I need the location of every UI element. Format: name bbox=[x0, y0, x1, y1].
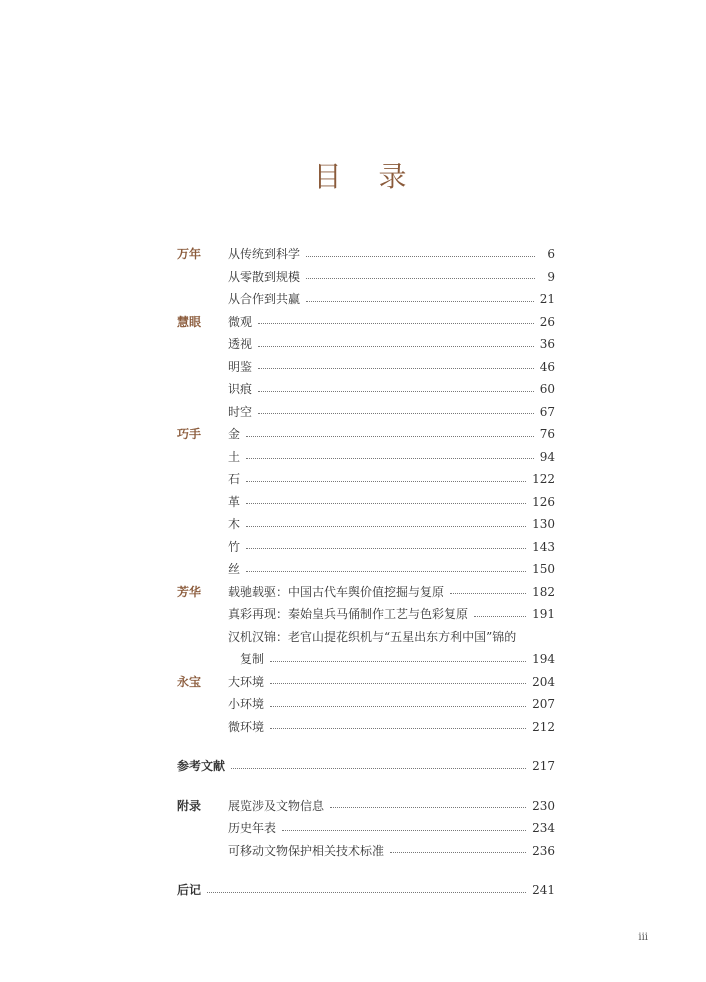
dot-leader bbox=[246, 571, 526, 572]
dot-leader bbox=[258, 413, 534, 414]
dot-leader bbox=[270, 683, 526, 684]
page-number: 207 bbox=[532, 697, 555, 711]
dot-leader bbox=[474, 616, 526, 617]
toc-row[interactable] bbox=[177, 311, 555, 334]
dot-leader bbox=[246, 548, 526, 549]
page-number: 6 bbox=[547, 247, 555, 261]
dot-leader bbox=[246, 526, 526, 527]
dot-leader bbox=[246, 503, 526, 504]
page-number: 126 bbox=[532, 494, 555, 509]
entry-title: 微环境 bbox=[228, 719, 265, 734]
entry-title: 展览涉及文物信息 bbox=[228, 798, 325, 813]
page-number: 234 bbox=[532, 821, 555, 835]
afterword-label: 后记 bbox=[177, 883, 202, 897]
page-number: 130 bbox=[532, 517, 555, 531]
entry-title: 从零散到规模 bbox=[228, 269, 301, 284]
page-number: 9 bbox=[547, 269, 555, 284]
toc-row[interactable] bbox=[177, 671, 555, 694]
dot-leader bbox=[390, 852, 526, 853]
entry-title: 丝 bbox=[228, 562, 241, 576]
section-label: 永宝 bbox=[177, 674, 202, 689]
entry-title: 石 bbox=[228, 472, 241, 486]
dot-leader bbox=[306, 278, 535, 279]
entry-title: 时空 bbox=[228, 404, 253, 419]
toc-row[interactable] bbox=[177, 513, 555, 536]
toc-row[interactable] bbox=[177, 356, 555, 379]
entry-title: 透视 bbox=[228, 337, 253, 351]
dot-leader bbox=[258, 391, 534, 392]
entry-title: 可移动文物保护相关技术标准 bbox=[228, 843, 385, 858]
entry-title: 大环境 bbox=[228, 674, 265, 689]
entry-title: 木 bbox=[228, 517, 241, 531]
page-number: 143 bbox=[532, 539, 555, 554]
page-number: 217 bbox=[532, 759, 555, 773]
toc-row[interactable] bbox=[177, 581, 555, 604]
toc-row[interactable] bbox=[177, 446, 555, 469]
page-number: 230 bbox=[532, 798, 555, 813]
dot-leader bbox=[246, 481, 526, 482]
page-number: 60 bbox=[539, 382, 555, 396]
dot-leader bbox=[207, 892, 526, 893]
page-number: 94 bbox=[539, 449, 555, 464]
page-number: 191 bbox=[532, 607, 555, 621]
toc-row[interactable] bbox=[177, 333, 555, 356]
table-of-contents bbox=[177, 243, 555, 902]
dot-leader bbox=[258, 323, 534, 324]
entry-title: 识痕 bbox=[228, 382, 253, 396]
page-number: 122 bbox=[532, 472, 555, 486]
toc-row[interactable] bbox=[177, 603, 555, 626]
dot-leader bbox=[246, 436, 534, 437]
dot-leader bbox=[306, 301, 534, 302]
entry-title: 载驰载驱：中国古代车舆价值挖掘与复原 bbox=[228, 584, 445, 599]
page-number: 150 bbox=[532, 562, 555, 576]
entry-title: 从传统到科学 bbox=[228, 247, 301, 261]
dot-leader bbox=[306, 256, 535, 257]
page-title: 目 录 bbox=[313, 160, 421, 193]
page-number: 212 bbox=[532, 719, 555, 734]
entry-title: 真彩再现：秦始皇兵马俑制作工艺与色彩复原 bbox=[228, 607, 469, 621]
page-number: 67 bbox=[539, 404, 555, 419]
toc-row[interactable] bbox=[177, 401, 555, 424]
page-number: 36 bbox=[539, 337, 555, 351]
toc-row[interactable] bbox=[177, 626, 555, 649]
page-number: 194 bbox=[532, 652, 555, 666]
page-number: 46 bbox=[539, 359, 555, 374]
dot-leader bbox=[270, 728, 526, 729]
dot-leader bbox=[330, 807, 526, 808]
entry-title: 土 bbox=[228, 449, 241, 464]
page-number: 204 bbox=[532, 674, 555, 689]
dot-leader bbox=[258, 346, 534, 347]
section-label: 慧眼 bbox=[177, 314, 202, 329]
toc-row[interactable] bbox=[177, 558, 555, 581]
section-label: 万年 bbox=[177, 247, 202, 261]
toc-row-afterword[interactable] bbox=[177, 879, 555, 902]
page-folio: iii bbox=[638, 932, 648, 943]
dot-leader bbox=[270, 706, 526, 707]
appendix-label: 附录 bbox=[177, 798, 202, 813]
entry-title: 革 bbox=[228, 494, 241, 509]
page-number: 26 bbox=[539, 314, 555, 329]
page-number: 182 bbox=[532, 584, 555, 599]
toc-row[interactable] bbox=[177, 491, 555, 514]
entry-title: 从合作到共赢 bbox=[228, 292, 301, 306]
toc-row[interactable] bbox=[177, 243, 555, 266]
toc-row[interactable] bbox=[177, 536, 555, 559]
entry-title: 金 bbox=[228, 427, 241, 441]
toc-row-references[interactable] bbox=[177, 755, 555, 778]
toc-row[interactable] bbox=[177, 795, 555, 818]
toc-row[interactable] bbox=[177, 468, 555, 491]
page-number: 236 bbox=[532, 843, 555, 858]
dot-leader bbox=[258, 368, 534, 369]
section-label: 芳华 bbox=[177, 584, 202, 599]
dot-leader bbox=[246, 458, 534, 459]
entry-title: 汉机汉锦：老官山提花织机与“五星出东方利中国”锦的 bbox=[228, 629, 517, 644]
entry-title: 小环境 bbox=[228, 697, 265, 711]
dot-leader bbox=[450, 593, 526, 594]
entry-title: 明鉴 bbox=[228, 359, 253, 374]
entry-title: 竹 bbox=[228, 539, 241, 554]
toc-row[interactable] bbox=[177, 266, 555, 289]
page-number: 21 bbox=[539, 292, 555, 306]
toc-row-continued[interactable] bbox=[177, 648, 555, 671]
dot-leader bbox=[231, 768, 526, 769]
page-number: 76 bbox=[539, 427, 555, 441]
toc-row[interactable] bbox=[177, 840, 555, 863]
references-label: 参考文献 bbox=[177, 759, 226, 773]
dot-leader bbox=[270, 661, 526, 662]
toc-row[interactable] bbox=[177, 693, 555, 716]
entry-title: 微观 bbox=[228, 314, 253, 329]
toc-row[interactable] bbox=[177, 817, 555, 840]
page-number: 241 bbox=[532, 883, 555, 897]
entry-title: 历史年表 bbox=[228, 821, 277, 835]
toc-row[interactable] bbox=[177, 716, 555, 739]
section-label: 巧手 bbox=[177, 427, 202, 441]
dot-leader bbox=[282, 830, 526, 831]
toc-row[interactable] bbox=[177, 423, 555, 446]
toc-row[interactable] bbox=[177, 288, 555, 311]
entry-title-continued: 复制 bbox=[240, 652, 265, 666]
toc-row[interactable] bbox=[177, 378, 555, 401]
